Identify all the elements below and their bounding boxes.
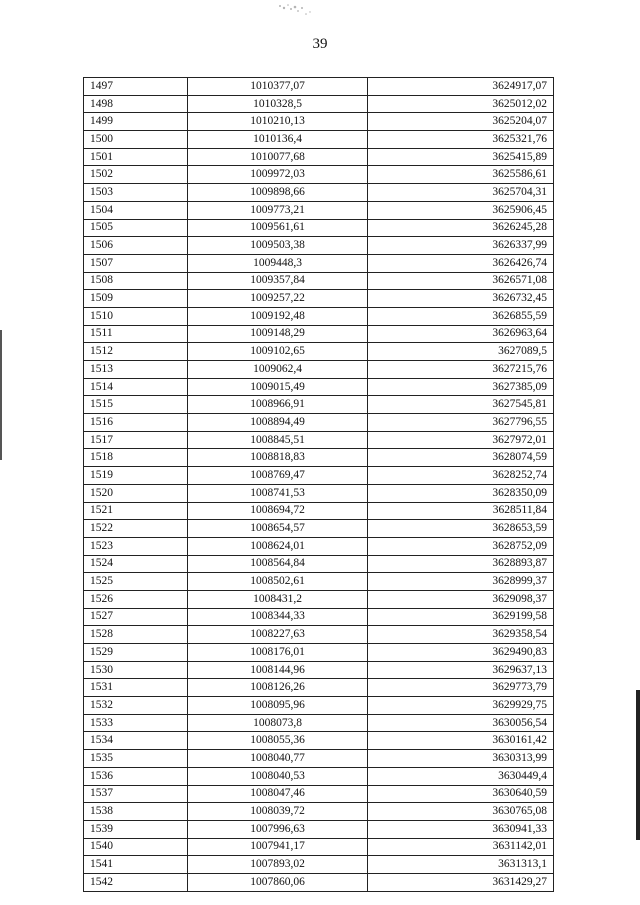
y-coordinate-cell: 3626963,64 xyxy=(368,325,554,343)
table-row xyxy=(84,361,554,379)
table-row xyxy=(84,272,554,290)
x-coordinate-cell: 1008039,72 xyxy=(188,803,368,821)
point-number-cell: 1515 xyxy=(84,396,188,414)
table-row xyxy=(84,873,554,891)
x-coordinate-cell: 1008055,36 xyxy=(188,732,368,750)
x-coordinate-cell: 1007893,02 xyxy=(188,856,368,874)
y-coordinate-cell: 3629929,75 xyxy=(368,697,554,715)
x-coordinate-cell: 1009062,4 xyxy=(188,361,368,379)
y-coordinate-cell: 3626426,74 xyxy=(368,254,554,272)
x-coordinate-cell: 1007860,06 xyxy=(188,873,368,891)
point-number-cell: 1497 xyxy=(84,78,188,96)
y-coordinate-cell: 3629358,54 xyxy=(368,626,554,644)
x-coordinate-cell: 1008344,33 xyxy=(188,608,368,626)
y-coordinate-cell: 3625321,76 xyxy=(368,131,554,149)
point-number-cell: 1532 xyxy=(84,697,188,715)
x-coordinate-cell: 1009257,22 xyxy=(188,290,368,308)
y-coordinate-cell: 3626571,08 xyxy=(368,272,554,290)
y-coordinate-cell: 3628999,37 xyxy=(368,573,554,591)
y-coordinate-cell: 3630161,42 xyxy=(368,732,554,750)
table-row xyxy=(84,325,554,343)
table-row xyxy=(84,608,554,626)
y-coordinate-cell: 3631429,27 xyxy=(368,873,554,891)
table-row xyxy=(84,449,554,467)
x-coordinate-cell: 1008502,61 xyxy=(188,573,368,591)
x-coordinate-cell: 1008966,91 xyxy=(188,396,368,414)
y-coordinate-cell: 3624917,07 xyxy=(368,78,554,96)
point-number-cell: 1525 xyxy=(84,573,188,591)
table-row xyxy=(84,697,554,715)
table-row xyxy=(84,785,554,803)
table-row xyxy=(84,573,554,591)
y-coordinate-cell: 3630765,08 xyxy=(368,803,554,821)
y-coordinate-cell: 3625704,31 xyxy=(368,184,554,202)
coordinates-table xyxy=(83,77,554,892)
scan-smudge xyxy=(260,0,330,22)
point-number-cell: 1507 xyxy=(84,254,188,272)
y-coordinate-cell: 3626732,45 xyxy=(368,290,554,308)
x-coordinate-cell: 1009448,3 xyxy=(188,254,368,272)
x-coordinate-cell: 1009192,48 xyxy=(188,307,368,325)
point-number-cell: 1501 xyxy=(84,148,188,166)
y-coordinate-cell: 3629199,58 xyxy=(368,608,554,626)
x-coordinate-cell: 1008564,84 xyxy=(188,555,368,573)
x-coordinate-cell: 1008654,57 xyxy=(188,520,368,538)
point-number-cell: 1498 xyxy=(84,95,188,113)
scan-edge-mark-left xyxy=(0,330,2,460)
point-number-cell: 1519 xyxy=(84,467,188,485)
table-row xyxy=(84,644,554,662)
point-number-cell: 1524 xyxy=(84,555,188,573)
table-row xyxy=(84,820,554,838)
table-row xyxy=(84,767,554,785)
x-coordinate-cell: 1008818,83 xyxy=(188,449,368,467)
x-coordinate-cell: 1008227,63 xyxy=(188,626,368,644)
x-coordinate-cell: 1009561,61 xyxy=(188,219,368,237)
point-number-cell: 1513 xyxy=(84,361,188,379)
x-coordinate-cell: 1008769,47 xyxy=(188,467,368,485)
point-number-cell: 1535 xyxy=(84,750,188,768)
point-number-cell: 1531 xyxy=(84,679,188,697)
table-row xyxy=(84,148,554,166)
table-row xyxy=(84,131,554,149)
point-number-cell: 1516 xyxy=(84,414,188,432)
scan-edge-mark-right xyxy=(636,690,640,840)
y-coordinate-cell: 3630640,59 xyxy=(368,785,554,803)
point-number-cell: 1536 xyxy=(84,767,188,785)
point-number-cell: 1537 xyxy=(84,785,188,803)
x-coordinate-cell: 1007941,17 xyxy=(188,838,368,856)
x-coordinate-cell: 1008694,72 xyxy=(188,502,368,520)
table-row xyxy=(84,219,554,237)
table-row xyxy=(84,484,554,502)
table-row xyxy=(84,166,554,184)
point-number-cell: 1517 xyxy=(84,431,188,449)
y-coordinate-cell: 3625012,02 xyxy=(368,95,554,113)
y-coordinate-cell: 3627215,76 xyxy=(368,361,554,379)
y-coordinate-cell: 3627385,09 xyxy=(368,378,554,396)
table-row xyxy=(84,732,554,750)
point-number-cell: 1518 xyxy=(84,449,188,467)
y-coordinate-cell: 3628350,09 xyxy=(368,484,554,502)
table-row xyxy=(84,502,554,520)
y-coordinate-cell: 3627796,55 xyxy=(368,414,554,432)
x-coordinate-cell: 1008144,96 xyxy=(188,661,368,679)
point-number-cell: 1528 xyxy=(84,626,188,644)
table-row xyxy=(84,113,554,131)
y-coordinate-cell: 3627545,81 xyxy=(368,396,554,414)
point-number-cell: 1499 xyxy=(84,113,188,131)
x-coordinate-cell: 1010210,13 xyxy=(188,113,368,131)
table-row xyxy=(84,679,554,697)
point-number-cell: 1521 xyxy=(84,502,188,520)
point-number-cell: 1512 xyxy=(84,343,188,361)
x-coordinate-cell: 1009102,65 xyxy=(188,343,368,361)
table-row xyxy=(84,290,554,308)
table-row xyxy=(84,307,554,325)
x-coordinate-cell: 1007996,63 xyxy=(188,820,368,838)
y-coordinate-cell: 3625204,07 xyxy=(368,113,554,131)
y-coordinate-cell: 3627089,5 xyxy=(368,343,554,361)
y-coordinate-cell: 3630941,33 xyxy=(368,820,554,838)
point-number-cell: 1529 xyxy=(84,644,188,662)
y-coordinate-cell: 3629637,13 xyxy=(368,661,554,679)
point-number-cell: 1541 xyxy=(84,856,188,874)
table-row xyxy=(84,803,554,821)
point-number-cell: 1508 xyxy=(84,272,188,290)
y-coordinate-cell: 3628893,87 xyxy=(368,555,554,573)
x-coordinate-cell: 1010328,5 xyxy=(188,95,368,113)
y-coordinate-cell: 3628074,59 xyxy=(368,449,554,467)
point-number-cell: 1542 xyxy=(84,873,188,891)
point-number-cell: 1526 xyxy=(84,590,188,608)
table-row xyxy=(84,714,554,732)
x-coordinate-cell: 1009503,38 xyxy=(188,237,368,255)
y-coordinate-cell: 3630449,4 xyxy=(368,767,554,785)
y-coordinate-cell: 3628653,59 xyxy=(368,520,554,538)
x-coordinate-cell: 1008047,46 xyxy=(188,785,368,803)
x-coordinate-cell: 1009357,84 xyxy=(188,272,368,290)
y-coordinate-cell: 3626245,28 xyxy=(368,219,554,237)
y-coordinate-cell: 3626855,59 xyxy=(368,307,554,325)
table-row xyxy=(84,378,554,396)
y-coordinate-cell: 3625415,89 xyxy=(368,148,554,166)
point-number-cell: 1527 xyxy=(84,608,188,626)
table-row xyxy=(84,396,554,414)
x-coordinate-cell: 1009015,49 xyxy=(188,378,368,396)
y-coordinate-cell: 3625906,45 xyxy=(368,201,554,219)
table-row xyxy=(84,184,554,202)
point-number-cell: 1504 xyxy=(84,201,188,219)
point-number-cell: 1511 xyxy=(84,325,188,343)
table-row xyxy=(84,626,554,644)
y-coordinate-cell: 3630056,54 xyxy=(368,714,554,732)
y-coordinate-cell: 3629098,37 xyxy=(368,590,554,608)
point-number-cell: 1534 xyxy=(84,732,188,750)
x-coordinate-cell: 1010377,07 xyxy=(188,78,368,96)
table-row xyxy=(84,201,554,219)
y-coordinate-cell: 3629773,79 xyxy=(368,679,554,697)
x-coordinate-cell: 1008845,51 xyxy=(188,431,368,449)
table-row xyxy=(84,856,554,874)
point-number-cell: 1503 xyxy=(84,184,188,202)
point-number-cell: 1522 xyxy=(84,520,188,538)
point-number-cell: 1514 xyxy=(84,378,188,396)
table-row xyxy=(84,78,554,96)
point-number-cell: 1502 xyxy=(84,166,188,184)
table-row xyxy=(84,237,554,255)
point-number-cell: 1530 xyxy=(84,661,188,679)
table-row xyxy=(84,520,554,538)
y-coordinate-cell: 3631142,01 xyxy=(368,838,554,856)
coordinates-table-body xyxy=(84,78,554,892)
point-number-cell: 1539 xyxy=(84,820,188,838)
table-row xyxy=(84,555,554,573)
y-coordinate-cell: 3630313,99 xyxy=(368,750,554,768)
x-coordinate-cell: 1008126,26 xyxy=(188,679,368,697)
point-number-cell: 1505 xyxy=(84,219,188,237)
table-row xyxy=(84,343,554,361)
x-coordinate-cell: 1010077,68 xyxy=(188,148,368,166)
x-coordinate-cell: 1008431,2 xyxy=(188,590,368,608)
page-number: 39 xyxy=(312,36,328,52)
point-number-cell: 1540 xyxy=(84,838,188,856)
point-number-cell: 1509 xyxy=(84,290,188,308)
x-coordinate-cell: 1008095,96 xyxy=(188,697,368,715)
point-number-cell: 1500 xyxy=(84,131,188,149)
y-coordinate-cell: 3628252,74 xyxy=(368,467,554,485)
y-coordinate-cell: 3631313,1 xyxy=(368,856,554,874)
x-coordinate-cell: 1009898,66 xyxy=(188,184,368,202)
table-row xyxy=(84,414,554,432)
y-coordinate-cell: 3629490,83 xyxy=(368,644,554,662)
point-number-cell: 1520 xyxy=(84,484,188,502)
table-row xyxy=(84,254,554,272)
x-coordinate-cell: 1009148,29 xyxy=(188,325,368,343)
x-coordinate-cell: 1008040,53 xyxy=(188,767,368,785)
y-coordinate-cell: 3628752,09 xyxy=(368,537,554,555)
table-row xyxy=(84,750,554,768)
x-coordinate-cell: 1008624,01 xyxy=(188,537,368,555)
x-coordinate-cell: 1009972,03 xyxy=(188,166,368,184)
point-number-cell: 1538 xyxy=(84,803,188,821)
y-coordinate-cell: 3625586,61 xyxy=(368,166,554,184)
table-row xyxy=(84,838,554,856)
x-coordinate-cell: 1010136,4 xyxy=(188,131,368,149)
table-row xyxy=(84,467,554,485)
y-coordinate-cell: 3628511,84 xyxy=(368,502,554,520)
x-coordinate-cell: 1008894,49 xyxy=(188,414,368,432)
table-row xyxy=(84,95,554,113)
table-row xyxy=(84,537,554,555)
x-coordinate-cell: 1008073,8 xyxy=(188,714,368,732)
point-number-cell: 1506 xyxy=(84,237,188,255)
point-number-cell: 1510 xyxy=(84,307,188,325)
x-coordinate-cell: 1008741,53 xyxy=(188,484,368,502)
y-coordinate-cell: 3626337,99 xyxy=(368,237,554,255)
x-coordinate-cell: 1008176,01 xyxy=(188,644,368,662)
table-row xyxy=(84,590,554,608)
point-number-cell: 1533 xyxy=(84,714,188,732)
table-row xyxy=(84,661,554,679)
point-number-cell: 1523 xyxy=(84,537,188,555)
x-coordinate-cell: 1008040,77 xyxy=(188,750,368,768)
table-row xyxy=(84,431,554,449)
y-coordinate-cell: 3627972,01 xyxy=(368,431,554,449)
x-coordinate-cell: 1009773,21 xyxy=(188,201,368,219)
